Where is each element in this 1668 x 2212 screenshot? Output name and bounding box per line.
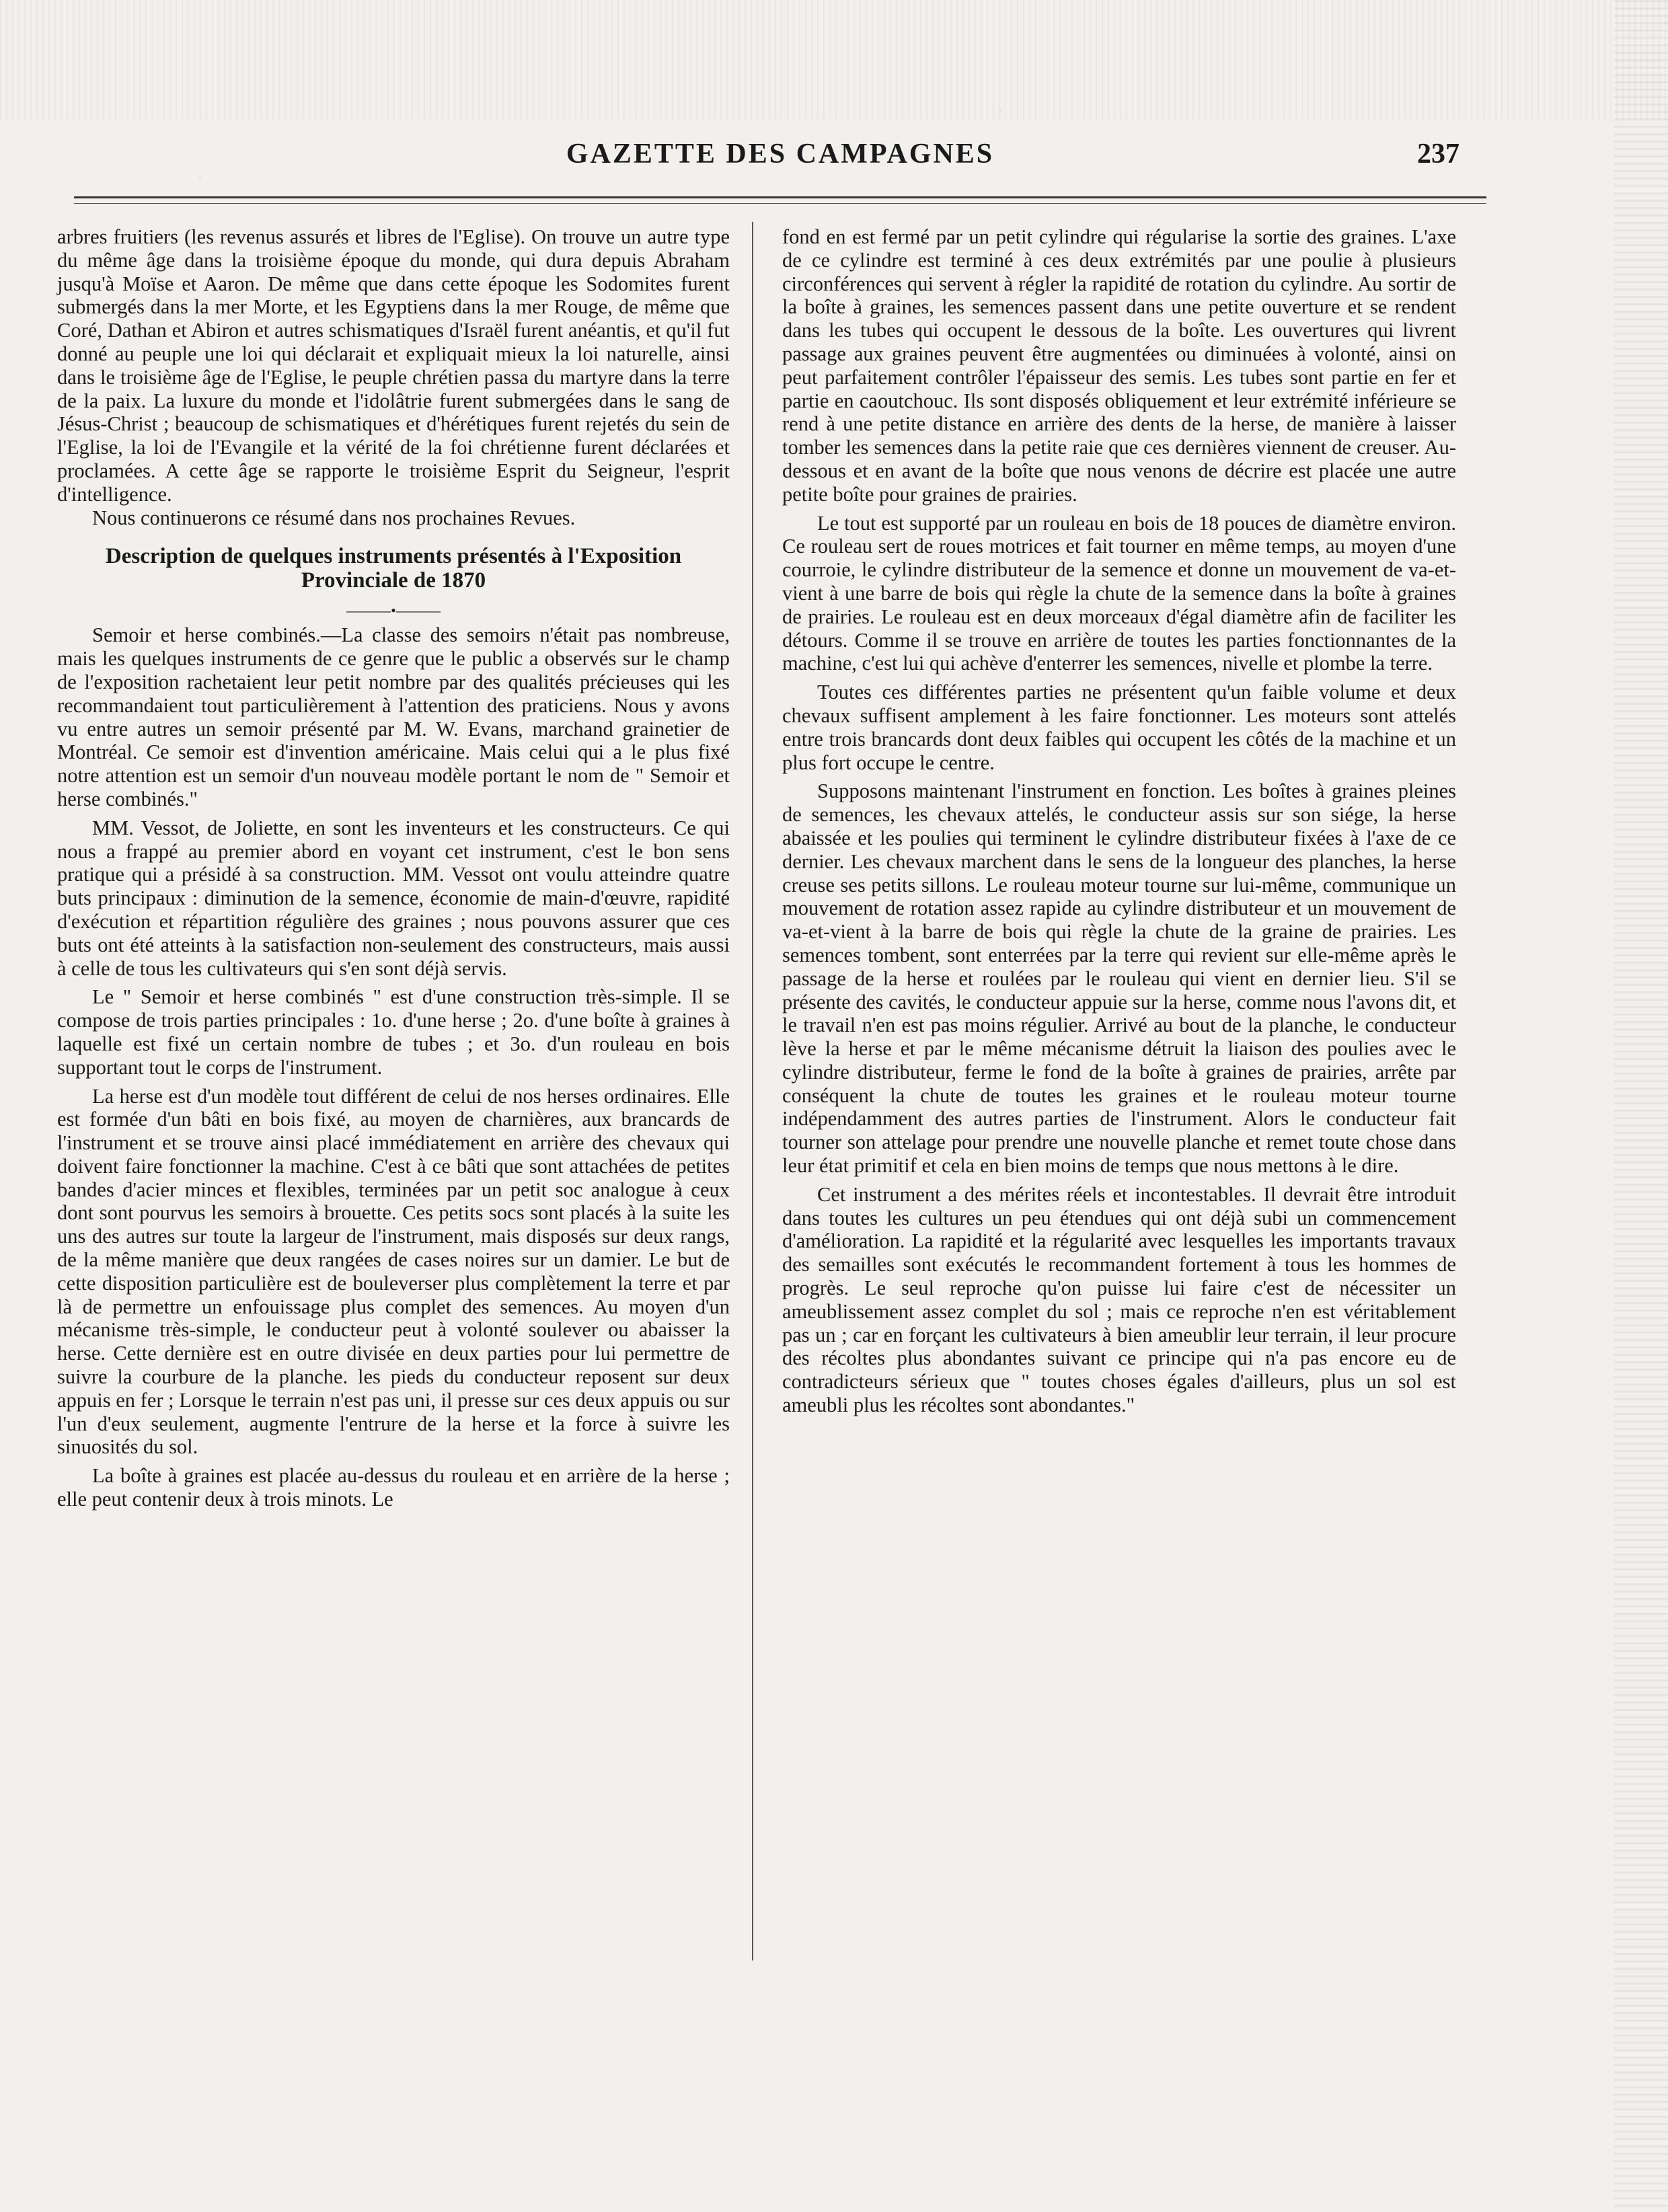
spacer: [57, 811, 730, 816]
header-rule-thin: [74, 203, 1486, 204]
column-divider: [752, 222, 753, 1960]
paragraph: La boîte à graines est placée au-dessus du rouleau et en arrière de la herse ; elle peut contenir deux à trois minots. Le: [57, 1464, 730, 1511]
header-rule: [74, 196, 1486, 198]
page-number: 237: [1417, 139, 1460, 169]
section-title: Description de quelques instruments présentés à l'Exposition Provinciale de 1870: [105, 544, 682, 593]
spacer: [782, 774, 1456, 779]
paragraph: Supposons maintenant l'instrument en fonction. Les boîtes à graines pleines de semences, les chevaux attelés, le conducteur assis sur son siége, la herse abaissée et les poulies qui terminent le cylindre distributeur fixées à l'axe de ce dernier. Les chevaux marchent dans le sens de la longueur des planches, la herse creuse ses petits sillons. Le rouleau moteur tourne sur lui-même, communique un mouvement de rotation assez rapide au cylindre distributeur et un mouvement de va-et-vient à la barre de bois qui règle la chute de la graine de prairies. Les semences tombent, sont enterrées par la terre qui revient sur elle-même après le passage de la herse et roulées par le rouleau qui vient en dernier lieu. S'il se présente des cavités, le conducteur appuie sur la herse, comme nous l'avons dit, et le travail n'en est pas moins régulier. Arrivé au bout de la planche, le conducteur lève la herse et par le même mécanisme détruit la liaison des poulies avec le cylindre distributeur, ferme le fond de la boîte à graines de prairies, arrête par conséquent la chute de toutes les graines et le rouleau moteur tourne indépendamment des autres parties de l'instrument. Alors le conducteur fait tourner son attelage pour prendre une nouvelle planche et remet toute chose dans leur état primitif et cela en bien moins de temps que nous mettons à le dire.: [782, 779, 1456, 1178]
paragraph: Toutes ces différentes parties ne présentent qu'un faible volume et deux chevaux suffisent amplement à les faire fonctionner. Les moteurs sont attelés entre trois brancards dont deux faibles qui occupent les côtés de la machine et un plus fort occupe le centre.: [782, 681, 1456, 774]
spacer: [57, 1459, 730, 1464]
spacer: [782, 506, 1456, 512]
publication-title: GAZETTE DES CAMPAGNES: [566, 139, 995, 169]
spacer: [57, 1079, 730, 1085]
paper-noise-top: [0, 0, 1668, 121]
paragraph: Le " Semoir et herse combinés " est d'une construction très-simple. Il se compose de trois parties principales : 1o. d'une herse ; 2o. d'une boîte à graines à laquelle est fixé un certain nombre de tubes ; et 3o. d'un rouleau en bois supportant tout le corps de l'instrument.: [57, 985, 730, 1079]
right-column: [782, 225, 1456, 1417]
paragraph: Le tout est supporté par un rouleau en bois de 18 pouces de diamètre environ. Ce rouleau sert de roues motrices et fait tourner en même temps, au moyen d'une courroie, le cylindre distributeur de la semence et donne un mouvement de va-et-vient à une barre de bois qui règle la chute de la semence dans la boîte à graines de prairies. Le rouleau est en deux morceaux d'égal diamètre afin de faciliter les détours. Comme il se trouve en arrière de toutes les parties fonctionnantes de la machine, c'est lui qui achève d'enterrer les semences, nivelle et plombe la terre.: [782, 511, 1456, 675]
paragraph: MM. Vessot, de Joliette, en sont les inventeurs et les constructeurs. Ce qui nous a frappé au premier abord en voyant cet instrument, c'est le bon sens pratique qui a présidé à sa construction. MM. Vessot ont voulu atteindre quatre buts principaux : diminution de la semence, économie de main-d'œuvre, rapidité d'exécution et répartition régulière des graines ; nous pouvons assurer que ces buts ont été atteints à la satisfaction non-seulement des constructeurs, mais aussi à celle de tous les cultivateurs qui s'en sont déjà servis.: [57, 816, 730, 980]
paragraph: Nous continuerons ce résumé dans nos prochaines Revues.: [92, 506, 576, 529]
ornament-divider: ———•———: [346, 602, 441, 619]
paragraph: Semoir et herse combinés.—La classe des semoirs n'était pas nombreuse, mais les quelques instruments de ce genre que le public a observés sur le champ de l'exposition rachetaient leur petit nombre par des qualités précieuses qui les recommandaient tout particulièrement à l'attention des praticiens. Nous y avons vu entre autres un semoir présenté par M. W. Evans, marchand grainetier de Montréal. Ce semoir est d'invention américaine. Mais celui qui a le plus fixé notre attention est un semoir d'un nouveau modèle portant le nom de " Semoir et herse combinés.": [57, 623, 730, 810]
left-column: [57, 225, 730, 1511]
paragraph: fond en est fermé par un petit cylindre qui régularise la sortie des graines. L'axe de ce cylindre est terminé à ces deux extrémités par une poulie à plusieurs circonférences qui servent à régler la rapidité de rotation du cylindre. Au sortir de la boîte à graines, les semences passent dans une petite ouverture et se rendent dans les tubes qui occupent le dessous de la boîte. Les ouvertures qui livrent passage aux graines peuvent être augmentées ou diminuées à volonté, ainsi on peut parfaitement contrôler l'épaisseur des semis. Les tubes sont partie en fer et partie en caoutchouc. Ils sont disposés obliquement et leur extrémité inférieure se rend à une petite distance en arrière des dents de la herse, de manière à laisser tomber les semences dans la petite raie que ces dernières viennent de creuser. Au-dessous et en avant de la boîte que nous venons de décrire est placée une autre petite boîte pour graines de prairies.: [782, 225, 1456, 506]
paper-noise-right: [1614, 0, 1668, 2212]
paragraph: La herse est d'un modèle tout différent de celui de nos herses ordinaires. Elle est formée d'un bâti en bois fixé, au moyen de charnières, aux brancards de l'instrument et se trouve ainsi placé immédiatement en arrière des chevaux qui doivent faire fonctionner la machine. C'est à ce bâti que sont attachées de petites bandes d'acier minces et flexibles, terminées par un petit soc analogue à ceux dont sont pourvus les semoirs à brouette. Ces petits socs sont placés à la suite les uns des autres sur toute la largeur de l'instrument, mais disposés sur deux rangs, de la même manière que deux rangées de cases noires sur un damier. Le but de cette disposition particulière est de bouleverser plus complètement la terre et par là de permettre un enfouissage plus complet des semences. Au moyen d'un mécanisme très-simple, le conducteur peut à volonté soulever ou abaisser la herse. Cette dernière est en outre divisée en deux parties pour lui permettre de suivre la courbure de la planche. les pieds du conducteur reposent sur deux appuis en fer ; Lorsque le terrain n'est pas uni, il presse sur ces deux appuis ou sur l'un d'eux seulement, augmente l'entrure de la herse et la force à suivre les sinuosités du sol.: [57, 1084, 730, 1459]
spacer: [782, 675, 1456, 681]
paragraph: arbres fruitiers (les revenus assurés et libres de l'Eglise). On trouve un autre type du même âge dans la troisième époque du monde, qui dura depuis Abraham jusqu'à Moïse et Aaron. De même que dans cette époque les Sodomites furent submergés dans la mer Morte, et les Egyptiens dans la mer Rouge, de même que Coré, Dathan et Abiron et autres schismatiques d'Israël furent anéantis, et qu'il fut donné au peuple une loi qui déclarait et expliquait mieux la loi naturelle, ainsi dans le troisième âge de l'Eglise, le peuple chrétien passa du martyre dans la terre de la paix. La luxure du monde et l'idolâtrie furent submergées dans le sang de Jésus-Christ ; beaucoup de schismatiques et d'hérétiques furent rejetés du sein de l'Eglise, la loi de l'Evangile et la vérité de la foi chrétienne furent déclarées et proclamées. A cette âge se rapporte le troisième Esprit du Seigneur, l'esprit d'intelligence.: [57, 225, 730, 506]
spacer: [782, 1178, 1456, 1183]
spacer: [57, 980, 730, 985]
page-header: [74, 138, 1486, 192]
paragraph: Cet instrument a des mérites réels et incontestables. Il devrait être introduit dans toutes les cultures un peu étendues qui ont déjà subi un commencement d'amélioration. La rapidité et la régularité avec lesquelles les importants travaux des semailles sont exécutés le recommandent fortement à tous les hommes de progrès. Le seul reproche qu'on puisse lui faire c'est de nécessiter un ameublissement assez complet du sol ; mais ce reproche n'en est véritablement pas un ; car en forçant les cultivateurs à bien ameublir leur terrain, il leur procure des récoltes plus abondantes suivant ce principe qui n'a pas encore eu de contradicteurs sérieux que " toutes choses égales d'ailleurs, plus un sol est ameubli plus les récoltes sont abondantes.": [782, 1182, 1456, 1417]
